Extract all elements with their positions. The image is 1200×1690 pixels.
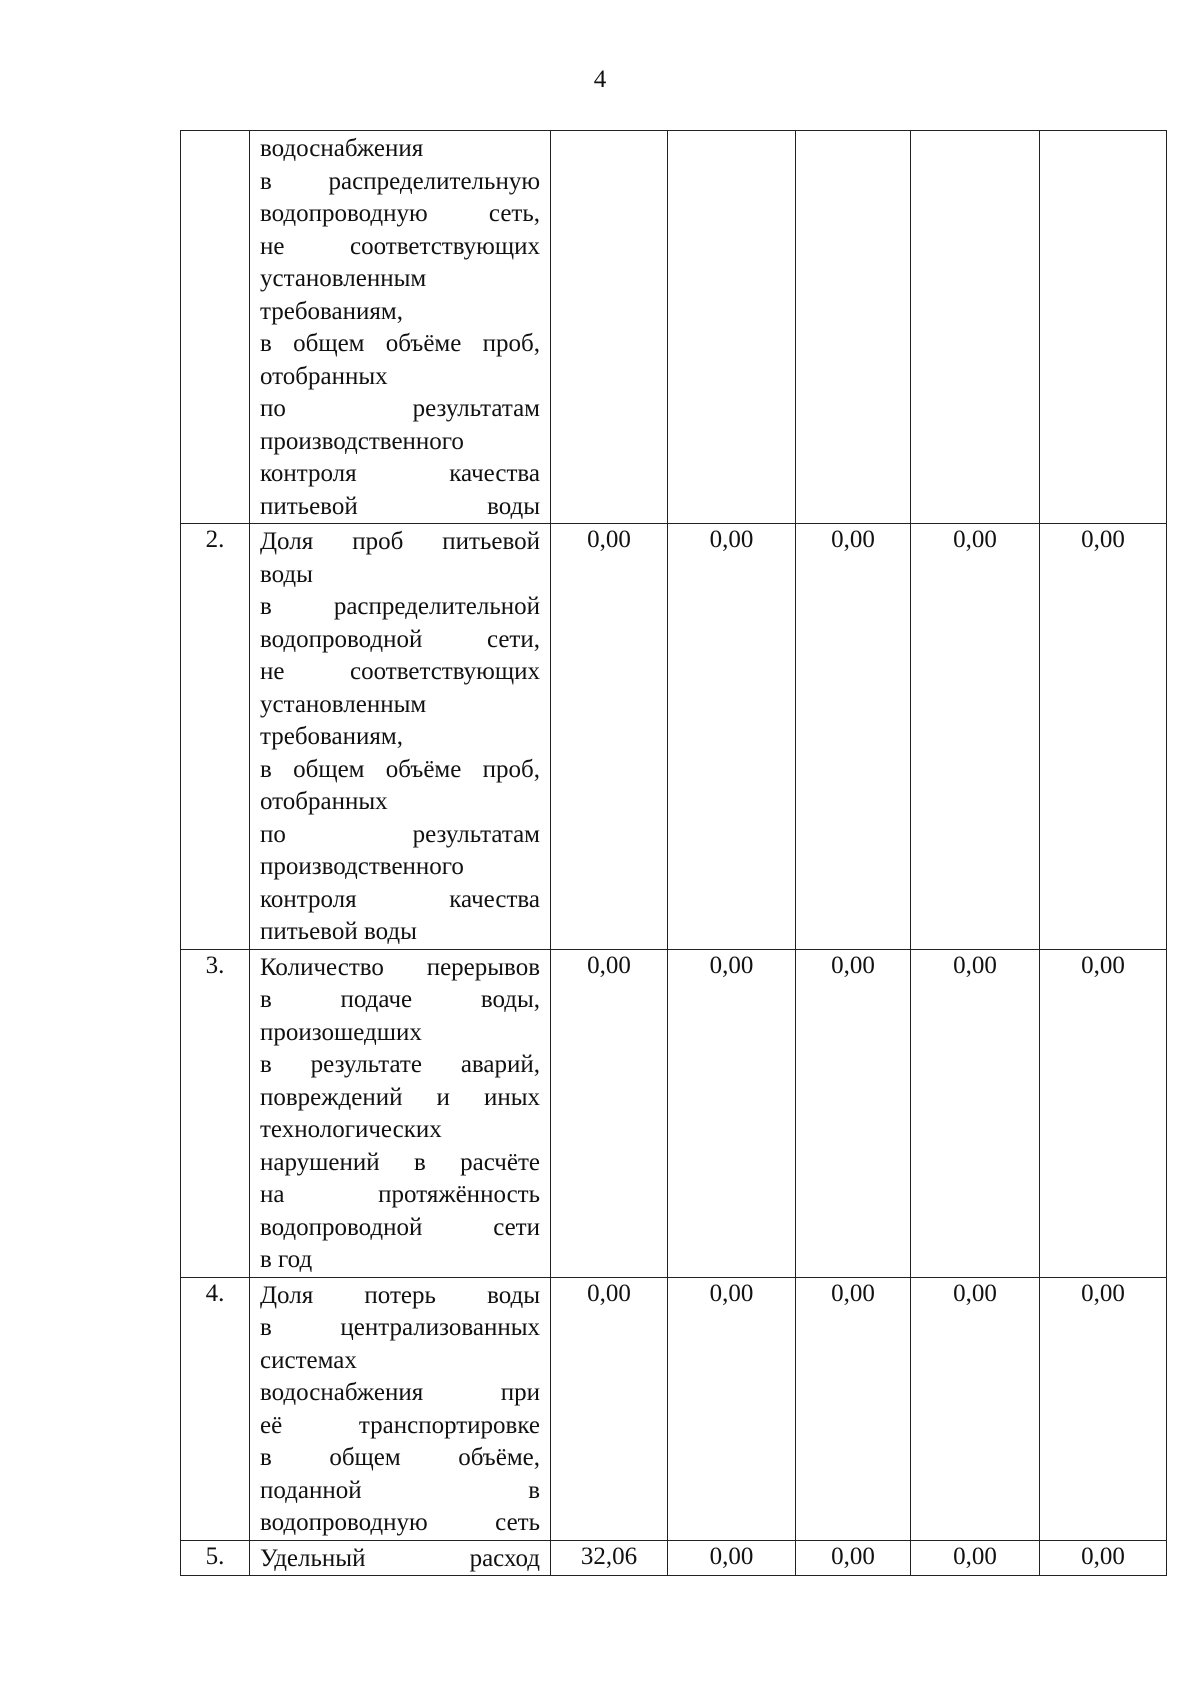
value-cell — [796, 131, 911, 524]
indicator-name-line: отобранных — [260, 788, 388, 815]
value-cell: 0,00 — [551, 524, 668, 950]
indicator-name-line: воды — [260, 560, 313, 588]
indicator-name-line: установленным — [260, 690, 427, 718]
table-row — [181, 131, 1167, 524]
indicator-name-line: нарушений в расчёте — [260, 1148, 540, 1176]
indicator-name-line: водопроводную сеть — [260, 1509, 540, 1536]
value-cell: 0,00 — [796, 1540, 911, 1576]
value-cell: 0,00 — [668, 524, 796, 950]
indicator-name-line: в подаче воды, — [260, 986, 540, 1013]
value-cell — [911, 131, 1040, 524]
indicator-name-line: не соответствующих — [260, 658, 540, 685]
indicator-name-line: в общем объёме проб, — [260, 330, 540, 357]
indicator-name-line: в общем объёме проб, — [260, 755, 540, 783]
indicator-name — [250, 131, 551, 524]
indicators-table — [180, 130, 1167, 1576]
indicator-name-line: Удельный расход — [260, 1544, 540, 1572]
value-cell: 0,00 — [551, 1277, 668, 1540]
value-cell: 0,00 — [911, 1540, 1040, 1576]
row-number — [181, 131, 250, 524]
table-row — [181, 524, 1167, 950]
indicator-name-line: контроля качества — [260, 460, 540, 487]
row-number: 4. — [181, 1277, 250, 1540]
indicator-name-line: по результатам — [260, 395, 540, 422]
value-cell — [551, 131, 668, 524]
indicator-name-line: её транспортировке — [260, 1411, 540, 1439]
value-cell: 0,00 — [911, 949, 1040, 1277]
indicator-name-line: по результатам — [260, 820, 540, 848]
indicator-name-line: водопроводной сети — [260, 1213, 540, 1241]
indicator-name-line: Доля потерь воды — [260, 1281, 540, 1309]
row-number: 2. — [181, 524, 250, 950]
value-cell: 0,00 — [668, 1277, 796, 1540]
indicator-name — [250, 949, 551, 1277]
value-cell: 0,00 — [911, 524, 1040, 950]
indicator-name — [250, 524, 551, 950]
indicator-name-line: произошедших — [260, 1018, 422, 1046]
indicator-name-line: Доля проб питьевой — [260, 528, 540, 555]
indicator-name-line: в централизованных — [260, 1314, 540, 1341]
indicator-name-line: в распределительную — [260, 167, 540, 195]
indicator-name-line: водопроводной сети, — [260, 625, 540, 653]
value-cell — [1040, 131, 1167, 524]
indicator-name — [250, 1540, 551, 1576]
value-cell: 0,00 — [668, 949, 796, 1277]
indicator-name-line: требованиям, — [260, 723, 403, 750]
table-row — [181, 949, 1167, 1277]
value-cell — [668, 131, 796, 524]
indicator-name-line: в распределительной — [260, 593, 540, 620]
page-number: 4 — [593, 66, 607, 93]
indicator-name-line: Количество перерывов — [260, 953, 540, 981]
indicator-name-line: в год — [260, 1246, 313, 1273]
indicator-name-line: питьевой воды — [260, 918, 417, 945]
indicator-name-line: производственного — [260, 427, 464, 455]
value-cell: 0,00 — [796, 524, 911, 950]
indicator-name-line: повреждений и иных — [260, 1083, 540, 1111]
indicator-name-line: производственного — [260, 853, 464, 880]
indicator-name-line: водоснабжения при — [260, 1379, 540, 1406]
row-number: 5. — [181, 1540, 250, 1576]
indicator-name-line: питьевой воды — [260, 492, 540, 520]
indicator-name-line: не соответствующих — [260, 232, 540, 260]
indicator-name-line: системах — [260, 1346, 357, 1374]
value-cell: 0,00 — [668, 1540, 796, 1576]
value-cell: 0,00 — [551, 949, 668, 1277]
indicator-name-line: контроля качества — [260, 885, 540, 913]
value-cell: 0,00 — [1040, 524, 1167, 950]
indicator-name-line: в результате аварий, — [260, 1051, 540, 1078]
indicator-name-line: в общем объёме, — [260, 1444, 540, 1471]
indicator-name-line: требованиям, — [260, 297, 403, 325]
indicator-name-line: водопроводную сеть, — [260, 200, 540, 227]
indicator-name-line: технологических — [260, 1116, 442, 1143]
value-cell: 32,06 — [551, 1540, 668, 1576]
value-cell: 0,00 — [796, 1277, 911, 1540]
indicator-name — [250, 1277, 551, 1540]
value-cell: 0,00 — [911, 1277, 1040, 1540]
indicator-name-line: на протяжённость — [260, 1181, 540, 1208]
indicator-name-line: водоснабжения — [260, 135, 424, 162]
table-row — [181, 1540, 1167, 1576]
indicator-name-line: поданной в — [260, 1476, 540, 1504]
table-row — [181, 1277, 1167, 1540]
row-number: 3. — [181, 949, 250, 1277]
indicator-name-line: установленным — [260, 265, 427, 292]
value-cell: 0,00 — [796, 949, 911, 1277]
value-cell: 0,00 — [1040, 1277, 1167, 1540]
value-cell: 0,00 — [1040, 949, 1167, 1277]
value-cell: 0,00 — [1040, 1540, 1167, 1576]
indicator-name-line: отобранных — [260, 362, 388, 390]
table-body — [181, 131, 1167, 1576]
